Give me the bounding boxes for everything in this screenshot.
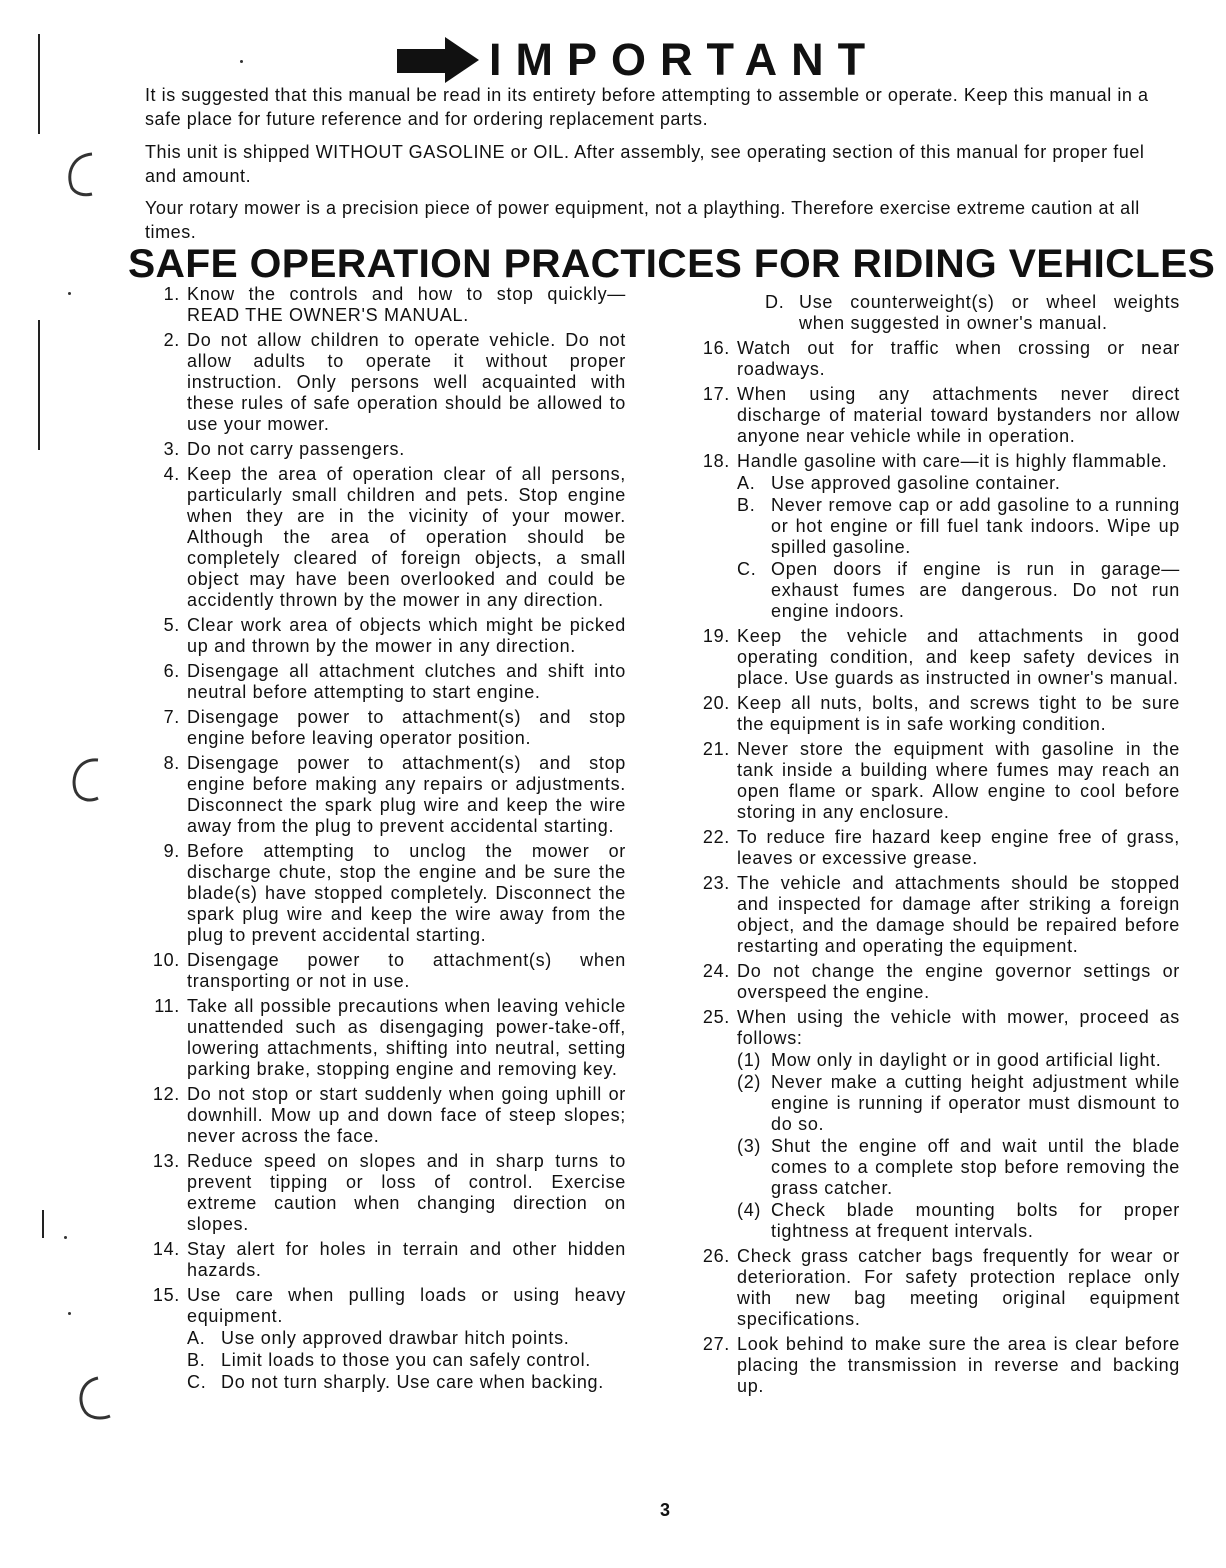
rule-item	[690, 693, 1180, 735]
sub-text: Limit loads to those you can safely control.	[221, 1350, 591, 1370]
sub-text: Check blade mounting bolts for proper tightness at frequent intervals.	[771, 1200, 1180, 1241]
rule-text: Watch out for traffic when crossing or near roadways.	[737, 338, 1180, 379]
rule-number: 1.	[163, 284, 180, 304]
intro-paragraph: It is suggested that this manual be read in its entirety before attempting to assemble or operate. Keep this manual in a safe place for future reference and for ordering replacement parts.	[145, 85, 1149, 129]
rule-item	[690, 1246, 1180, 1330]
rule-item	[140, 950, 626, 992]
sub-label: D.	[765, 292, 785, 312]
rule-item	[140, 661, 626, 703]
rule-text: Take all possible precautions when leaving vehicle unattended such as disengaging power-take-off, lowering attachments, shifting into neutral, setting parking brake, stopping engine and removing key.	[187, 996, 626, 1079]
rule-text: Disengage all attachment clutches and shift into neutral before attempting to start engine.	[187, 661, 626, 702]
rule-body	[187, 439, 626, 460]
sub-text: Do not turn sharply. Use care when backing.	[221, 1372, 604, 1392]
rule-number: 13.	[152, 1151, 180, 1171]
sub-item	[737, 473, 1180, 494]
rule-text: When using the vehicle with mower, proceed as follows:	[737, 1007, 1180, 1048]
rules-right-column	[690, 291, 1180, 1401]
rule-number: 8.	[163, 753, 180, 773]
rule-text: Never store the equipment with gasoline in the tank inside a building where fumes may reach an open flame or spark. Allow engine to cool before storing in any enclosure.	[737, 739, 1180, 822]
rule-text: The vehicle and attachments should be stopped and inspected for damage after striking a foreign object, and the damage should be repaired before restarting and operating the equipment.	[737, 873, 1180, 956]
sub-label: C.	[737, 559, 757, 579]
binder-hole-mark	[72, 1372, 112, 1422]
rule-item	[690, 1334, 1180, 1397]
rule-body	[187, 1151, 626, 1235]
sub-label: (1)	[737, 1050, 762, 1070]
rule-body	[737, 338, 1180, 380]
sub-label: A.	[187, 1328, 206, 1348]
rule-item	[140, 841, 626, 946]
sub-label: (2)	[737, 1072, 762, 1092]
rule-body	[187, 1285, 626, 1393]
rule-text: Clear work area of objects which might be picked up and thrown by the mower in any direction.	[187, 615, 626, 656]
rule-text: When using any attachments never direct discharge of material toward bystanders nor allow anyone near vehicle while in operation.	[737, 384, 1180, 446]
rule-item	[140, 1151, 626, 1235]
rule-number: 16.	[702, 338, 730, 358]
rule-number: 9.	[163, 841, 180, 861]
rule-number: 17.	[702, 384, 730, 404]
important-header	[395, 34, 879, 86]
rule-item	[690, 338, 1180, 380]
rule-item	[140, 615, 626, 657]
sub-text: Use only approved drawbar hitch points.	[221, 1328, 570, 1348]
rule-text: Do not stop or start suddenly when going uphill or downhill. Mow up and down face of steep slopes; never across the face.	[187, 1084, 626, 1146]
rule-number: 6.	[163, 661, 180, 681]
scan-speck	[68, 292, 71, 295]
rule-body	[187, 996, 626, 1080]
sub-text: Never remove cap or add gasoline to a running or hot engine or fill fuel tank indoors. Wipe up spilled gasoline.	[771, 495, 1180, 557]
rule-number: 7.	[163, 707, 180, 727]
rule-number: 10.	[152, 950, 180, 970]
rule-body	[187, 661, 626, 703]
binder-hole-mark	[66, 752, 102, 804]
rule-number: 14.	[152, 1239, 180, 1259]
rule-body	[737, 827, 1180, 869]
sub-label: B.	[187, 1350, 206, 1370]
rule-number: 23.	[702, 873, 730, 893]
rule-number: 15.	[152, 1285, 180, 1305]
rule-text: Check grass catcher bags frequently for wear or deterioration. For safety protection replace only with new bag meeting original equipment specifications.	[737, 1246, 1180, 1329]
rule-text: Disengage power to attachment(s) and stop engine before making any repairs or adjustments. Disconnect the spark plug wire and keep the wire away from the plug to prevent accidental starting.	[187, 753, 626, 836]
rule-item	[690, 384, 1180, 447]
rule-text: Do not change the engine governor settings or overspeed the engine.	[737, 961, 1180, 1002]
rule-item	[140, 996, 626, 1080]
rule-item	[140, 707, 626, 749]
rule-number: 19.	[702, 626, 730, 646]
rule-body	[187, 284, 626, 326]
rule-number: 12.	[152, 1084, 180, 1104]
section-title: SAFE OPERATION PRACTICES FOR RIDING VEHICLES	[128, 242, 1216, 286]
sub-text: Use counterweight(s) or wheel weights when suggested in owner's manual.	[799, 292, 1180, 333]
rule-body	[737, 693, 1180, 735]
rule-text: Know the controls and how to stop quickly— READ THE OWNER'S MANUAL.	[187, 284, 626, 325]
rule-number: 26.	[702, 1246, 730, 1266]
sub-text: Shut the engine off and wait until the blade comes to a complete stop before removing the grass catcher.	[771, 1136, 1180, 1198]
rule-number: 5.	[163, 615, 180, 635]
rule-number: 25.	[702, 1007, 730, 1027]
rule-item	[140, 464, 626, 611]
rule-text: Before attempting to unclog the mower or discharge chute, stop the engine and be sure the blade(s) have stopped completely. Disconnect the spark plug wire and keep the wire away from the plug to prevent accidental starting.	[187, 841, 626, 945]
rule-number: 18.	[702, 451, 730, 471]
scan-speck	[64, 1236, 67, 1239]
rule-item	[690, 827, 1180, 869]
rule-item	[690, 961, 1180, 1003]
rule-body	[737, 1246, 1180, 1330]
rule-item	[140, 1084, 626, 1147]
sub-label: C.	[187, 1372, 207, 1392]
margin-line	[38, 320, 40, 450]
rule-item	[690, 451, 1180, 622]
sub-item	[737, 1072, 1180, 1135]
rule-body	[737, 1007, 1180, 1242]
rule-15-continued	[690, 292, 1180, 334]
rule-item	[140, 1285, 626, 1393]
margin-line	[42, 1210, 44, 1238]
rule-item	[140, 753, 626, 837]
rule-number: 4.	[163, 464, 180, 484]
rule-number: 11.	[154, 996, 180, 1016]
rule-text: Use care when pulling loads or using heavy equipment.	[187, 1285, 626, 1326]
rule-number: 27.	[702, 1334, 730, 1354]
rule-item	[690, 873, 1180, 957]
page-number: 3	[660, 1500, 671, 1520]
rule-number: 24.	[702, 961, 730, 981]
rule-body	[737, 626, 1180, 689]
rule-text: Keep the vehicle and attachments in good operating condition, and keep safety devices in place. Use guards as instructed in owner's manual.	[737, 626, 1180, 688]
right-rules-list	[690, 338, 1180, 1397]
sub-item	[737, 1136, 1180, 1199]
sub-text: Mow only in daylight or in good artificial light.	[771, 1050, 1162, 1070]
rule-text: Do not carry passengers.	[187, 439, 405, 459]
rule-body	[737, 739, 1180, 823]
scan-speck	[68, 1312, 71, 1315]
rule-item	[140, 439, 626, 460]
scan-speck	[240, 60, 243, 63]
rule-text: Disengage power to attachment(s) when transporting or not in use.	[187, 950, 626, 991]
intro-paragraph: This unit is shipped WITHOUT GASOLINE or OIL. After assembly, see operating section of this manual for proper fuel and amount.	[145, 142, 1145, 186]
rule-body	[737, 451, 1180, 622]
arrow-icon	[395, 37, 481, 83]
important-title: IMPORTANT	[489, 34, 880, 85]
rule-text: Look behind to make sure the area is clear before placing the transmission in reverse and backing up.	[737, 1334, 1180, 1396]
rule-number: 2.	[163, 330, 180, 350]
sub-text: Open doors if engine is run in garage— exhaust fumes are dangerous. Do not run engine indoors.	[771, 559, 1180, 621]
rule-body	[187, 950, 626, 992]
rule-item	[140, 284, 626, 326]
sub-label: (3)	[737, 1136, 762, 1156]
rule-item	[690, 626, 1180, 689]
rule-body	[737, 384, 1180, 447]
binder-hole-mark	[62, 148, 98, 198]
rule-body	[737, 961, 1180, 1003]
rule-text: To reduce fire hazard keep engine free of grass, leaves or excessive grease.	[737, 827, 1180, 868]
intro-paragraph: Your rotary mower is a precision piece of power equipment, not a plaything. Therefore exercise extreme caution at all times.	[145, 198, 1140, 242]
rule-number: 20.	[702, 693, 730, 713]
rule-body	[187, 464, 626, 611]
margin-line	[38, 34, 40, 134]
rule-body	[737, 1334, 1180, 1397]
rule-text: Disengage power to attachment(s) and stop engine before leaving operator position.	[187, 707, 626, 748]
rule-text: Reduce speed on slopes and in sharp turns to prevent tipping or loss of control. Exercise extreme caution when changing direction on slopes.	[187, 1151, 626, 1234]
rule-item	[690, 739, 1180, 823]
rule-body	[187, 330, 626, 435]
rule-body	[187, 1084, 626, 1147]
sub-text: Never make a cutting height adjustment while engine is running if operator must dismount to do so.	[771, 1072, 1180, 1134]
rule-number: 21.	[702, 739, 730, 759]
sub-label: (4)	[737, 1200, 762, 1220]
sub-item	[187, 1372, 626, 1393]
rule-body	[187, 841, 626, 946]
rule-body	[737, 873, 1180, 957]
sub-item	[737, 559, 1180, 622]
sub-label: A.	[737, 473, 756, 493]
sub-item	[737, 1200, 1180, 1242]
rule-number: 22.	[702, 827, 730, 847]
rule-text: Stay alert for holes in terrain and other hidden hazards.	[187, 1239, 626, 1280]
rule-text: Handle gasoline with care—it is highly flammable.	[737, 451, 1168, 471]
rule-text: Keep the area of operation clear of all persons, particularly small children and pets. Stop engine when they are in the vicinity of your mower. Although the area of operation should be completely cleared of foreign objects, a small object may have been overlooked and could be accidently thrown by the mower in any direction.	[187, 464, 626, 610]
rule-item	[140, 1239, 626, 1281]
sub-label: B.	[737, 495, 756, 515]
rule-body	[187, 707, 626, 749]
rule-text: Do not allow children to operate vehicle. Do not allow adults to operate it without proper instruction. Only persons well acquainted with these rules of safe operation should be allowed to use your mower.	[187, 330, 626, 434]
rule-body	[187, 1239, 626, 1281]
sub-item	[737, 1050, 1180, 1071]
sub-item	[187, 1328, 626, 1349]
sub-item	[187, 1350, 626, 1371]
rule-text: Keep all nuts, bolts, and screws tight to be sure the equipment is in safe working condition.	[737, 693, 1180, 734]
rules-left-column	[140, 284, 626, 1397]
rule-body	[187, 615, 626, 657]
sub-text: Use approved gasoline container.	[771, 473, 1061, 493]
sub-item	[737, 495, 1180, 558]
rule-body	[187, 753, 626, 837]
rule-number: 3.	[163, 439, 180, 459]
rule-item	[690, 1007, 1180, 1242]
rule-item	[140, 330, 626, 435]
